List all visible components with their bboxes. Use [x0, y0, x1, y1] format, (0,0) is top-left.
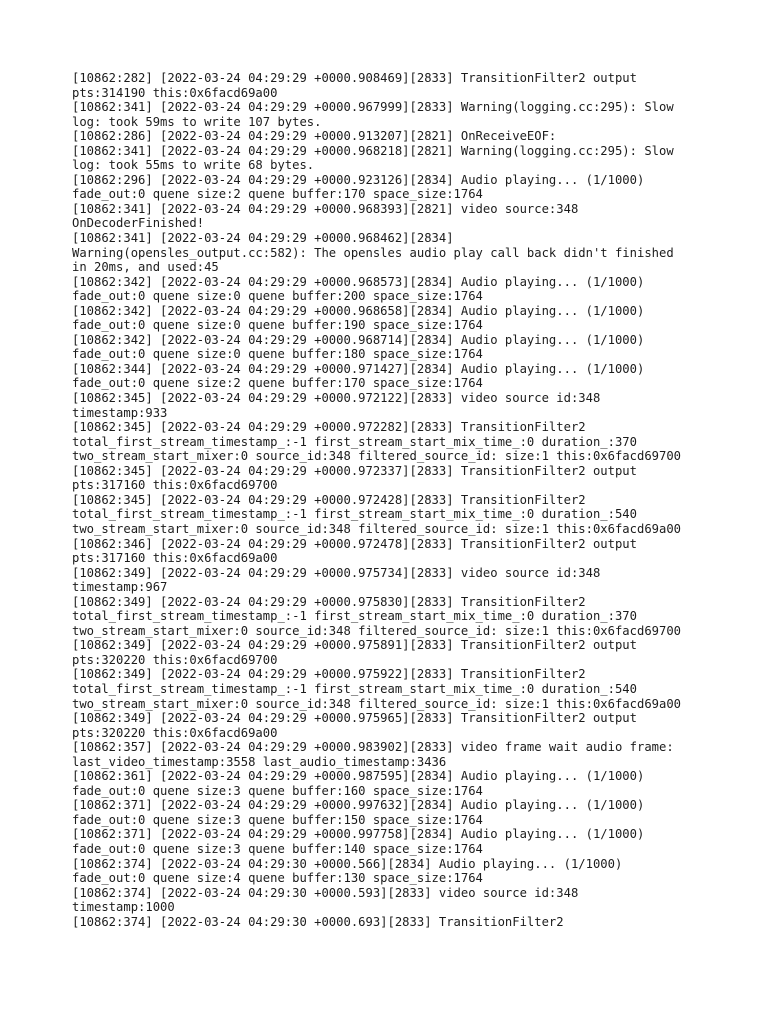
log-line: [10862:349] [2022-03-24 04:29:29 +0000.975965][2833] TransitionFilter2 output: [72, 711, 637, 726]
log-line: total_first_stream_timestamp_:-1 first_stream_start_mix_time_:0 duration_:370: [72, 434, 637, 449]
log-line: [10862:296] [2022-03-24 04:29:29 +0000.923126][2834] Audio playing... (1/1000): [72, 172, 645, 187]
log-line: timestamp:1000: [72, 900, 175, 915]
log-line: timestamp:933: [72, 405, 168, 420]
log-line: two_stream_start_mixer:0 source_id:348 filtered_source_id: size:1 this:0x6facd69a00: [72, 521, 682, 536]
log-line: fade_out:0 quene size:3 quene buffer:160 space_size:1764: [72, 783, 483, 798]
log-line: fade_out:0 quene size:2 quene buffer:170 space_size:1764: [72, 187, 483, 202]
log-line: fade_out:0 quene size:2 quene buffer:170 space_size:1764: [72, 376, 483, 391]
log-line: total_first_stream_timestamp_:-1 first_stream_start_mix_time_:0 duration_:370: [72, 609, 637, 624]
log-line: [10862:374] [2022-03-24 04:29:30 +0000.693][2833] TransitionFilter2: [72, 914, 564, 929]
log-line: OnDecoderFinished!: [72, 216, 205, 231]
log-line: [10862:374] [2022-03-24 04:29:30 +0000.566][2834] Audio playing... (1/1000): [72, 856, 623, 871]
log-line: in 20ms, and used:45: [72, 260, 219, 275]
log-line: [10862:349] [2022-03-24 04:29:29 +0000.975734][2833] video source id:348: [72, 565, 601, 580]
log-line: [10862:345] [2022-03-24 04:29:29 +0000.972282][2833] TransitionFilter2: [72, 420, 586, 435]
log-line: [10862:341] [2022-03-24 04:29:29 +0000.968218][2821] Warning(logging.cc:295): Slow: [72, 143, 674, 158]
log-line: [10862:345] [2022-03-24 04:29:29 +0000.972122][2833] video source id:348: [72, 391, 601, 406]
log-line: last_video_timestamp:3558 last_audio_timestamp:3436: [72, 754, 447, 769]
log-line: two_stream_start_mixer:0 source_id:348 filtered_source_id: size:1 this:0x6facd69a00: [72, 696, 682, 711]
log-line: log: took 55ms to write 68 bytes.: [72, 158, 315, 173]
log-line: [10862:346] [2022-03-24 04:29:29 +0000.972478][2833] TransitionFilter2 output: [72, 536, 637, 551]
log-line: Warning(opensles_output.cc:582): The opensles audio play call back didn't finished: [72, 245, 674, 260]
log-line: [10862:357] [2022-03-24 04:29:29 +0000.983902][2833] video frame wait audio frame:: [72, 740, 674, 755]
log-line: [10862:371] [2022-03-24 04:29:29 +0000.997758][2834] Audio playing... (1/1000): [72, 827, 645, 842]
log-line: [10862:341] [2022-03-24 04:29:29 +0000.968393][2821] video source:348: [72, 201, 579, 216]
log-line: total_first_stream_timestamp_:-1 first_stream_start_mix_time_:0 duration_:540: [72, 507, 637, 522]
log-text-block: [72, 71, 712, 929]
log-line: [10862:282] [2022-03-24 04:29:29 +0000.908469][2833] TransitionFilter2 output: [72, 71, 637, 85]
log-line: [10862:344] [2022-03-24 04:29:29 +0000.971427][2834] Audio playing... (1/1000): [72, 361, 645, 376]
log-line: pts:314190 this:0x6facd69a00: [72, 85, 278, 100]
log-line: [10862:345] [2022-03-24 04:29:29 +0000.972428][2833] TransitionFilter2: [72, 492, 586, 507]
log-line: pts:320220 this:0x6facd69a00: [72, 725, 278, 740]
log-line: [10862:342] [2022-03-24 04:29:29 +0000.968658][2834] Audio playing... (1/1000): [72, 303, 645, 318]
log-line: fade_out:0 quene size:3 quene buffer:150 space_size:1764: [72, 812, 483, 827]
log-line: fade_out:0 quene size:0 quene buffer:180 space_size:1764: [72, 347, 483, 362]
log-line: [10862:341] [2022-03-24 04:29:29 +0000.968462][2834]: [72, 231, 454, 246]
log-line: [10862:342] [2022-03-24 04:29:29 +0000.968573][2834] Audio playing... (1/1000): [72, 274, 645, 289]
log-line: pts:317160 this:0x6facd69700: [72, 478, 278, 493]
log-line: [10862:349] [2022-03-24 04:29:29 +0000.975922][2833] TransitionFilter2: [72, 667, 586, 682]
log-line: log: took 59ms to write 107 bytes.: [72, 114, 322, 129]
log-line: [10862:371] [2022-03-24 04:29:29 +0000.997632][2834] Audio playing... (1/1000): [72, 798, 645, 813]
log-line: [10862:349] [2022-03-24 04:29:29 +0000.975891][2833] TransitionFilter2 output: [72, 638, 637, 653]
log-line: pts:317160 this:0x6facd69a00: [72, 551, 278, 566]
log-line: fade_out:0 quene size:0 quene buffer:200 space_size:1764: [72, 289, 483, 304]
log-line: [10862:286] [2022-03-24 04:29:29 +0000.913207][2821] OnReceiveEOF:: [72, 129, 557, 144]
log-line: fade_out:0 quene size:4 quene buffer:130 space_size:1764: [72, 871, 483, 886]
log-line: timestamp:967: [72, 580, 168, 595]
log-line: pts:320220 this:0x6facd69700: [72, 652, 278, 667]
log-line: [10862:349] [2022-03-24 04:29:29 +0000.975830][2833] TransitionFilter2: [72, 594, 586, 609]
log-line: two_stream_start_mixer:0 source_id:348 filtered_source_id: size:1 this:0x6facd69700: [72, 623, 682, 638]
log-line: [10862:361] [2022-03-24 04:29:29 +0000.987595][2834] Audio playing... (1/1000): [72, 769, 645, 784]
log-line: [10862:342] [2022-03-24 04:29:29 +0000.968714][2834] Audio playing... (1/1000): [72, 332, 645, 347]
log-line: [10862:341] [2022-03-24 04:29:29 +0000.967999][2833] Warning(logging.cc:295): Slow: [72, 100, 674, 115]
log-line: [10862:345] [2022-03-24 04:29:29 +0000.972337][2833] TransitionFilter2 output: [72, 463, 637, 478]
log-line: fade_out:0 quene size:0 quene buffer:190 space_size:1764: [72, 318, 483, 333]
log-line: two_stream_start_mixer:0 source_id:348 filtered_source_id: size:1 this:0x6facd69700: [72, 449, 682, 464]
log-line: total_first_stream_timestamp_:-1 first_stream_start_mix_time_:0 duration_:540: [72, 681, 637, 696]
log-line: [10862:374] [2022-03-24 04:29:30 +0000.593][2833] video source id:348: [72, 885, 579, 900]
log-line: fade_out:0 quene size:3 quene buffer:140 space_size:1764: [72, 841, 483, 856]
